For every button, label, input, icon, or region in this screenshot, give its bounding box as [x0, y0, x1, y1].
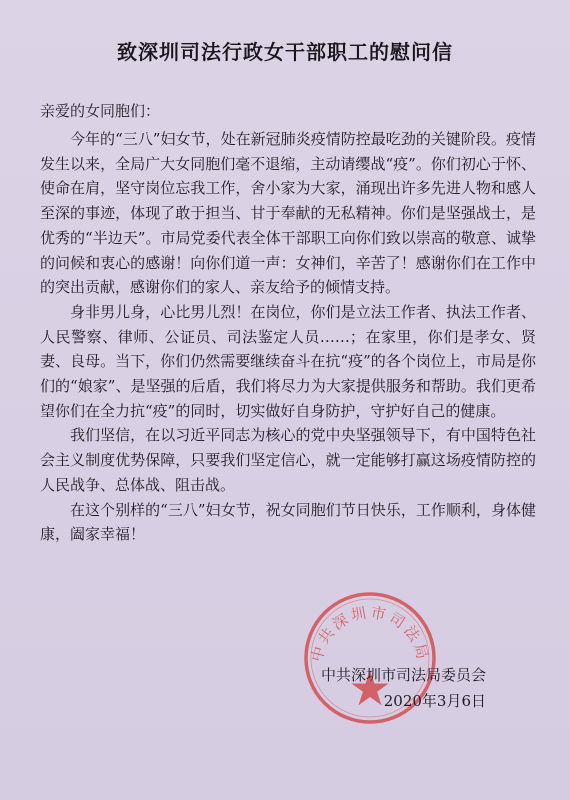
signature-date: 2020年3月6日 — [383, 692, 486, 710]
letter-body — [40, 127, 536, 547]
salutation: 亲爱的女同胞们： — [40, 102, 161, 120]
paragraph-4: 在这个别样的“三八”妇女节，祝女同胞们节日快乐，工作顺利，身体健康，阖家幸福！ — [40, 500, 536, 544]
paragraph-1: 今年的“三八”妇女节，处在新冠肺炎疫情防控最吃劲的关键阶段。疫情发生以来，全局广大女同胞们毫不退缩，主动请缨战“疫”。你们初心于怀、使命在肩，坚守岗位忘我工作，舍小家为大家，涌现出许多先进人物和感人至深的事迹，体现了敢于担当、甘于奉献的无私精神。你们是坚强战士，是优秀的“半边天”。市局党委代表全体干部职工向你们致以崇高的敬意、诚挚的问候和衷心的感谢！向你们道一声：女神们，辛苦了！感谢你们在工作中的突出贡献，感谢你们的家人、亲友给予的倾情支持。 — [40, 130, 536, 297]
paragraph-3: 我们坚信，在以习近平同志为核心的党中央坚强领导下，有中国特色社会主义制度优势保障，只要我们坚定信心，就一定能够打赢这场疫情防控的人民战争、总体战、阻击战。 — [40, 426, 536, 494]
signature-organization: 中共深圳市司法局委员会 — [320, 666, 486, 684]
seal-text: 中共深圳市司法局 — [307, 603, 433, 664]
paragraph-2: 身非男儿身，心比男儿烈！在岗位，你们是立法工作者、执法工作者、人民警察、律师、公证员、司法鉴定人员……；在家里，你们是孝女、贤妻、良母。当下，你们仍然需要继续奋斗在抗“疫”的各个岗位上，市局是你们的“娘家”、是坚强的后盾，我们将尽力为大家提供服务和帮助。我们更希望你们在全力抗“疫”的同时，切实做好自身防护，守护好自己的健康。 — [40, 302, 536, 420]
signature-block — [321, 662, 486, 714]
letter-title: 致深圳司法行政女干部职工的慰问信 — [117, 40, 453, 64]
